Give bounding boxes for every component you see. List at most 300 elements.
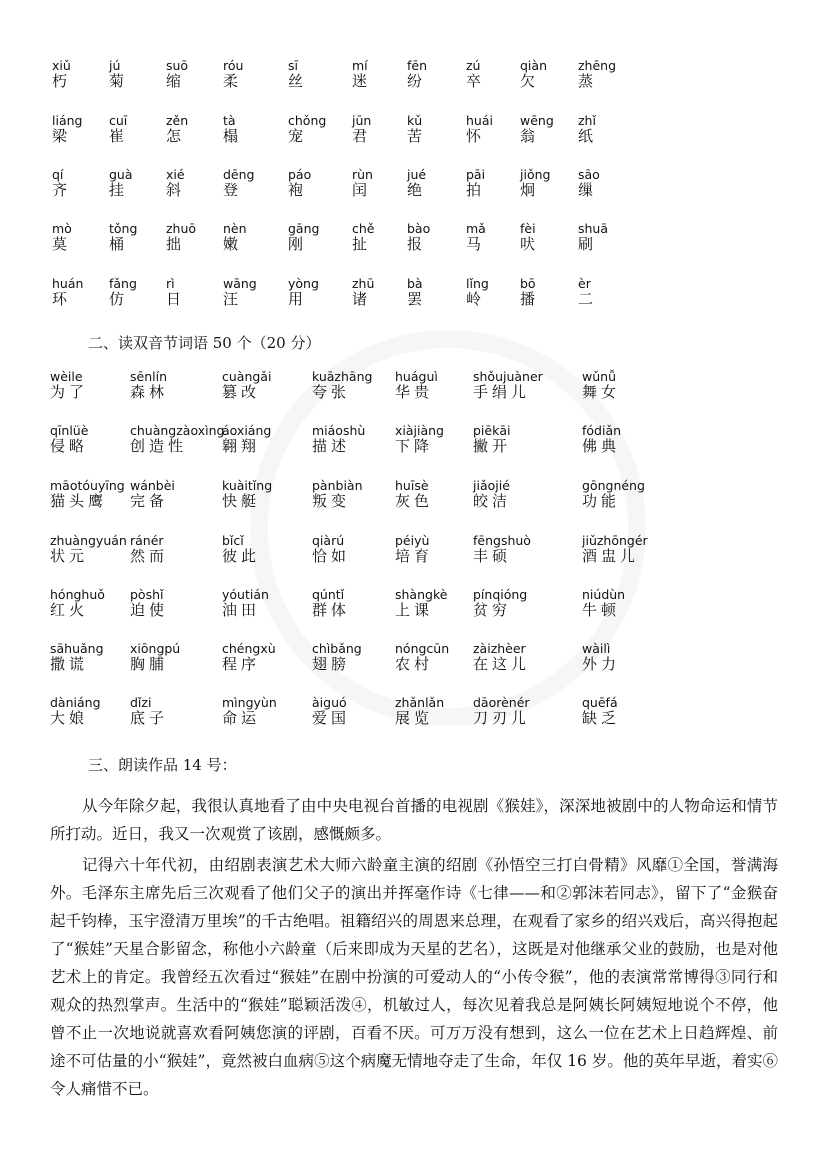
hanzi-label: 猫头鹰: [50, 492, 108, 510]
pinyin-label: huīsè: [395, 478, 429, 493]
pinyin-label: jūn: [352, 113, 372, 128]
pinyin-label: xiǔ: [52, 58, 71, 73]
single-syllable-item: [520, 167, 550, 199]
single-syllable-item: [352, 221, 375, 253]
pinyin-label: zhuàngyuán: [50, 533, 127, 548]
double-syllable-item: [312, 423, 365, 455]
hanzi-label: 君: [352, 127, 372, 145]
single-syllable-item: [109, 276, 137, 308]
single-syllable-item: [466, 276, 489, 308]
double-syllable-item: [130, 478, 175, 510]
pinyin-label: péiyù: [395, 533, 430, 548]
hanzi-label: 撇开: [473, 437, 512, 455]
hanzi-label: 拙: [166, 235, 186, 253]
hanzi-label: 胸脯: [130, 655, 169, 673]
hanzi-label: 然而: [130, 547, 169, 565]
reading-paragraph-1: 从今年除夕起，我很认真地看了由中央电视台首播的电视剧《猴娃》，深深地被剧中的人物命运和情节所打动。近日，我又一次观赏了该剧，感慨颇多。: [50, 797, 778, 843]
single-syllable-item: [109, 113, 128, 145]
single-syllable-item: [109, 221, 137, 253]
hanzi-label: 在这儿: [473, 655, 531, 673]
single-syllable-row: [0, 276, 830, 316]
double-syllable-item: [473, 587, 527, 619]
single-syllable-item: [466, 58, 485, 90]
single-syllable-item: [578, 167, 600, 199]
hanzi-label: 群体: [312, 601, 351, 619]
hanzi-label: 贫穷: [473, 601, 512, 619]
double-syllable-item: [395, 641, 449, 673]
double-syllable-item: [473, 533, 531, 565]
hanzi-label: 仿: [109, 290, 129, 308]
pinyin-label: nèn: [223, 221, 247, 236]
hanzi-label: 桶: [109, 235, 129, 253]
pinyin-label: wǔnǚ: [582, 369, 616, 384]
hanzi-label: 环: [52, 290, 72, 308]
hanzi-label: 侵略: [50, 437, 89, 455]
double-syllable-item: [473, 641, 530, 673]
pinyin-label: cuī: [109, 113, 128, 128]
hanzi-label: 炯: [520, 181, 540, 199]
pinyin-label: shàngkè: [395, 587, 448, 602]
double-syllable-item: [222, 533, 260, 565]
hanzi-label: 莫: [52, 235, 72, 253]
hanzi-label: 斜: [166, 181, 186, 199]
pinyin-label: mí: [352, 58, 368, 73]
pinyin-label: wàilì: [582, 641, 611, 656]
single-syllable-item: [223, 221, 247, 253]
double-syllable-item: [222, 369, 271, 401]
hanzi-label: 闰: [352, 181, 372, 199]
pinyin-label: rùn: [352, 167, 373, 182]
hanzi-label: 吠: [520, 235, 540, 253]
pinyin-label: xiōngpú: [130, 641, 181, 656]
double-syllable-item: [473, 478, 511, 510]
hanzi-label: 彼此: [222, 547, 261, 565]
pinyin-label: zhū: [352, 276, 375, 291]
hanzi-label: 缺乏: [582, 709, 621, 727]
hanzi-label: 嫩: [223, 235, 243, 253]
hanzi-label: 登: [223, 181, 243, 199]
pinyin-label: kǔ: [407, 113, 423, 128]
single-syllable-item: [578, 276, 597, 308]
hanzi-label: 迷: [352, 72, 372, 90]
pinyin-label: chìbǎng: [312, 641, 362, 656]
pinyin-label: èr: [578, 276, 591, 291]
pinyin-label: huán: [52, 276, 84, 291]
pinyin-label: fēn: [407, 58, 428, 73]
pinyin-label: quēfá: [582, 695, 618, 710]
double-syllable-item: [50, 478, 125, 510]
hanzi-label: 油田: [222, 601, 261, 619]
single-syllable-item: [52, 276, 83, 308]
hanzi-label: 卒: [466, 72, 486, 90]
pinyin-label: bào: [407, 221, 431, 236]
hanzi-label: 罢: [407, 290, 427, 308]
pinyin-label: bà: [407, 276, 423, 291]
pinyin-label: dāorènér: [473, 695, 530, 710]
pinyin-label: bō: [520, 276, 536, 291]
pinyin-label: sēnlín: [130, 369, 167, 384]
hanzi-label: 功能: [582, 492, 621, 510]
hanzi-label: 二: [578, 290, 598, 308]
hanzi-label: 创造性: [130, 437, 188, 455]
hanzi-label: 大娘: [50, 709, 89, 727]
pinyin-label: pínqióng: [473, 587, 528, 602]
single-syllable-item: [288, 276, 319, 308]
hanzi-label: 朽: [52, 72, 72, 90]
single-syllable-item: [520, 58, 547, 90]
single-syllable-item: [578, 58, 616, 90]
pinyin-label: zhuō: [166, 221, 197, 236]
pinyin-label: qīnlüè: [50, 423, 89, 438]
hanzi-label: 袍: [288, 181, 308, 199]
double-syllable-item: [50, 641, 104, 673]
pinyin-label: dàniáng: [50, 695, 101, 710]
pinyin-label: tà: [223, 113, 236, 128]
pinyin-label: qúntǐ: [312, 587, 345, 602]
single-syllable-row: [0, 58, 830, 98]
hanzi-label: 崔: [109, 127, 129, 145]
single-syllable-item: [466, 113, 493, 145]
pinyin-label: wāng: [223, 276, 257, 291]
hanzi-label: 为了: [50, 383, 89, 401]
pinyin-label: pànbiàn: [312, 478, 363, 493]
pinyin-label: miáoshù: [312, 423, 366, 438]
single-syllable-item: [407, 167, 426, 199]
hanzi-label: 拍: [466, 181, 486, 199]
pinyin-label: áoxiáng: [222, 423, 272, 438]
single-syllable-item: [352, 167, 373, 199]
single-syllable-item: [520, 276, 539, 308]
hanzi-label: 翅膀: [312, 655, 351, 673]
double-syllable-item: [582, 587, 625, 619]
single-syllable-row: [0, 221, 830, 261]
double-syllable-item: [582, 478, 645, 510]
double-syllable-item: [395, 423, 444, 455]
pinyin-label: wèile: [50, 369, 83, 384]
hanzi-label: 展览: [395, 709, 434, 727]
single-syllable-item: [520, 113, 554, 145]
double-syllable-item: [582, 695, 620, 727]
single-syllable-item: [166, 167, 185, 199]
pinyin-label: zěn: [166, 113, 189, 128]
hanzi-label: 农村: [395, 655, 434, 673]
pinyin-label: dǐzi: [130, 695, 152, 710]
double-syllable-item: [130, 369, 168, 401]
double-syllable-item: [395, 369, 438, 401]
double-syllable-item: [222, 423, 271, 455]
pinyin-label: shuā: [578, 221, 609, 236]
single-syllable-item: [578, 113, 597, 145]
hanzi-label: 红火: [50, 601, 89, 619]
pinyin-label: jú: [109, 58, 121, 73]
pinyin-label: mò: [52, 221, 72, 236]
single-syllable-item: [223, 167, 254, 199]
hanzi-label: 皎洁: [473, 492, 512, 510]
pinyin-label: xiàjiàng: [395, 423, 444, 438]
double-syllable-item: [473, 423, 511, 455]
hanzi-label: 灰色: [395, 492, 434, 510]
single-syllable-item: [288, 221, 319, 253]
double-syllable-item: [395, 587, 447, 619]
pinyin-label: mǎ: [466, 221, 486, 236]
pinyin-label: zú: [466, 58, 481, 73]
double-syllable-item: [312, 587, 350, 619]
hanzi-label: 程序: [222, 655, 261, 673]
hanzi-label: 迫使: [130, 601, 169, 619]
pinyin-label: hónghuǒ: [50, 587, 105, 602]
double-syllable-item: [473, 369, 543, 401]
double-syllable-item: [395, 478, 433, 510]
hanzi-label: 刚: [288, 235, 308, 253]
single-syllable-item: [407, 276, 426, 308]
hanzi-label: 纷: [407, 72, 427, 90]
double-syllable-row: [0, 423, 830, 463]
hanzi-label: 命运: [222, 709, 261, 727]
pinyin-label: fèi: [520, 221, 536, 236]
single-syllable-item: [578, 221, 608, 253]
double-syllable-item: [130, 533, 168, 565]
hanzi-label: 报: [407, 235, 427, 253]
single-syllable-item: [466, 167, 485, 199]
pinyin-label: xié: [166, 167, 185, 182]
hanzi-label: 怎: [166, 127, 186, 145]
pinyin-label: kuàitǐng: [222, 478, 273, 493]
pinyin-label: sāo: [578, 167, 600, 182]
double-syllable-item: [312, 641, 362, 673]
pinyin-label: liáng: [52, 113, 83, 128]
pinyin-label: wēng: [520, 113, 554, 128]
pinyin-label: róu: [223, 58, 244, 73]
pinyin-label: zhǐ: [578, 113, 596, 128]
pinyin-label: jiǔzhōngér: [582, 533, 648, 548]
double-syllable-item: [582, 369, 620, 401]
hanzi-label: 翱翔: [222, 437, 261, 455]
single-syllable-item: [166, 221, 196, 253]
pinyin-label: fódiǎn: [582, 423, 622, 438]
single-syllable-item: [288, 58, 307, 90]
pinyin-label: jué: [407, 167, 427, 182]
hanzi-label: 齐: [52, 181, 72, 199]
hanzi-label: 森林: [130, 383, 169, 401]
pinyin-label: pòshǐ: [130, 587, 164, 602]
double-syllable-item: [222, 641, 276, 673]
pinyin-label: yóutián: [222, 587, 269, 602]
single-syllable-item: [223, 113, 242, 145]
pinyin-label: shǒujuàner: [473, 369, 543, 384]
double-syllable-row: [0, 641, 830, 681]
single-syllable-item: [466, 221, 486, 253]
hanzi-label: 诸: [352, 290, 372, 308]
single-syllable-item: [288, 113, 326, 145]
hanzi-label: 外力: [582, 655, 621, 673]
hanzi-label: 缩: [166, 72, 186, 90]
single-syllable-item: [352, 276, 374, 308]
hanzi-label: 华贵: [395, 383, 434, 401]
single-syllable-item: [166, 276, 185, 308]
hanzi-label: 蒸: [578, 72, 598, 90]
pinyin-label: bǐcǐ: [222, 533, 244, 548]
hanzi-label: 宠: [288, 127, 308, 145]
pinyin-label: qí: [52, 167, 64, 182]
pinyin-label: chǒng: [288, 113, 327, 128]
single-syllable-item: [223, 58, 243, 90]
single-syllable-item: [166, 113, 188, 145]
hanzi-label: 酒盅儿: [582, 547, 640, 565]
single-syllable-item: [223, 276, 257, 308]
pinyin-label: cuàngǎi: [222, 369, 272, 384]
hanzi-label: 手绢儿: [473, 383, 531, 401]
hanzi-label: 翁: [520, 127, 540, 145]
double-syllable-row: [0, 695, 830, 735]
pinyin-label: lǐng: [466, 276, 489, 291]
hanzi-label: 汪: [223, 290, 243, 308]
pinyin-label: chě: [352, 221, 375, 236]
hanzi-label: 上课: [395, 601, 434, 619]
hanzi-label: 刷: [578, 235, 598, 253]
double-syllable-item: [50, 423, 88, 455]
single-syllable-item: [166, 58, 188, 90]
double-syllable-item: [50, 587, 105, 619]
pinyin-label: guà: [109, 167, 133, 182]
hanzi-label: 恰如: [312, 547, 351, 565]
hanzi-label: 底子: [130, 709, 169, 727]
hanzi-label: 完备: [130, 492, 169, 510]
double-syllable-item: [130, 423, 224, 455]
pinyin-label: qiàn: [520, 58, 547, 73]
double-syllable-row: [0, 369, 830, 409]
hanzi-label: 篡改: [222, 383, 261, 401]
pinyin-label: yòng: [288, 276, 319, 291]
double-syllable-item: [473, 695, 530, 727]
single-syllable-item: [109, 167, 133, 199]
hanzi-label: 榻: [223, 127, 243, 145]
single-syllable-item: [52, 113, 82, 145]
pinyin-label: jiǒng: [520, 167, 551, 182]
pinyin-label: niúdùn: [582, 587, 626, 602]
hanzi-label: 佛典: [582, 437, 621, 455]
pinyin-label: sī: [288, 58, 298, 73]
hanzi-label: 播: [520, 290, 540, 308]
hanzi-label: 梁: [52, 127, 72, 145]
single-syllable-item: [352, 58, 371, 90]
double-syllable-item: [582, 423, 621, 455]
double-syllable-item: [50, 533, 127, 565]
single-syllable-item: [407, 113, 426, 145]
double-syllable-item: [395, 533, 433, 565]
single-syllable-item: [109, 58, 128, 90]
single-syllable-row: [0, 113, 830, 153]
hanzi-label: 用: [288, 290, 308, 308]
hanzi-label: 状元: [50, 547, 89, 565]
double-syllable-item: [130, 695, 168, 727]
hanzi-label: 柔: [223, 72, 243, 90]
hanzi-label: 丰硕: [473, 547, 512, 565]
pinyin-label: rì: [166, 276, 175, 291]
pinyin-label: suō: [166, 58, 189, 73]
double-syllable-row: [0, 478, 830, 518]
pinyin-label: páo: [288, 167, 312, 182]
pinyin-label: huáguì: [395, 369, 438, 384]
hanzi-label: 绝: [407, 181, 427, 199]
pinyin-label: mìngyùn: [222, 695, 277, 710]
pinyin-label: jiǎojié: [473, 478, 510, 493]
double-syllable-item: [130, 641, 180, 673]
pinyin-label: gōngnéng: [582, 478, 645, 493]
hanzi-label: 马: [466, 235, 486, 253]
pinyin-label: qiàrú: [312, 533, 345, 548]
hanzi-label: 刀刃儿: [473, 709, 531, 727]
hanzi-label: 夸张: [312, 383, 351, 401]
pinyin-label: māotóuyīng: [50, 478, 125, 493]
pinyin-label: fēngshuò: [473, 533, 531, 548]
hanzi-label: 培育: [395, 547, 434, 565]
pinyin-label: nóngcūn: [395, 641, 450, 656]
pinyin-label: zàizhèer: [473, 641, 526, 656]
single-syllable-item: [352, 113, 371, 145]
hanzi-label: 挂: [109, 181, 129, 199]
hanzi-label: 岭: [466, 290, 486, 308]
double-syllable-item: [222, 695, 277, 727]
pinyin-label: fǎng: [109, 276, 137, 291]
double-syllable-item: [312, 369, 372, 401]
single-syllable-item: [288, 167, 311, 199]
single-syllable-row: [0, 167, 830, 207]
pinyin-label: àiguó: [312, 695, 347, 710]
hanzi-label: 描述: [312, 437, 351, 455]
single-syllable-item: [52, 167, 71, 199]
single-syllable-item: [52, 221, 72, 253]
double-syllable-item: [312, 695, 350, 727]
hanzi-label: 扯: [352, 235, 372, 253]
hanzi-label: 丝: [288, 72, 308, 90]
double-syllable-item: [222, 478, 272, 510]
pinyin-label: huái: [466, 113, 493, 128]
hanzi-label: 牛顿: [582, 601, 621, 619]
pinyin-label: piēkāi: [473, 423, 511, 438]
hanzi-label: 爱国: [312, 709, 351, 727]
hanzi-label: 撒谎: [50, 655, 89, 673]
hanzi-label: 纸: [578, 127, 598, 145]
hanzi-label: 苦: [407, 127, 427, 145]
pinyin-label: chuàngzàoxìng: [130, 423, 225, 438]
section-three-heading: 三、朗读作品 14 号：: [88, 756, 237, 774]
pinyin-label: wánbèi: [130, 478, 175, 493]
double-syllable-item: [312, 533, 350, 565]
hanzi-label: 怀: [466, 127, 486, 145]
single-syllable-item: [407, 221, 430, 253]
hanzi-label: 舞女: [582, 383, 621, 401]
pinyin-label: zhēng: [578, 58, 617, 73]
pinyin-label: ránér: [130, 533, 164, 548]
hanzi-label: 下降: [395, 437, 434, 455]
double-syllable-row: [0, 587, 830, 627]
pinyin-label: zhǎnlǎn: [395, 695, 445, 710]
double-syllable-row: [0, 533, 830, 573]
hanzi-label: 欠: [520, 72, 540, 90]
pinyin-label: kuāzhāng: [312, 369, 373, 384]
hanzi-label: 快艇: [222, 492, 261, 510]
hanzi-label: 菊: [109, 72, 129, 90]
double-syllable-item: [130, 587, 168, 619]
hanzi-label: 日: [166, 290, 186, 308]
pinyin-label: dēng: [223, 167, 255, 182]
double-syllable-item: [582, 641, 620, 673]
pinyin-label: pāi: [466, 167, 486, 182]
single-syllable-item: [52, 58, 71, 90]
pinyin-label: tǒng: [109, 221, 138, 236]
single-syllable-item: [407, 58, 427, 90]
double-syllable-item: [312, 478, 363, 510]
